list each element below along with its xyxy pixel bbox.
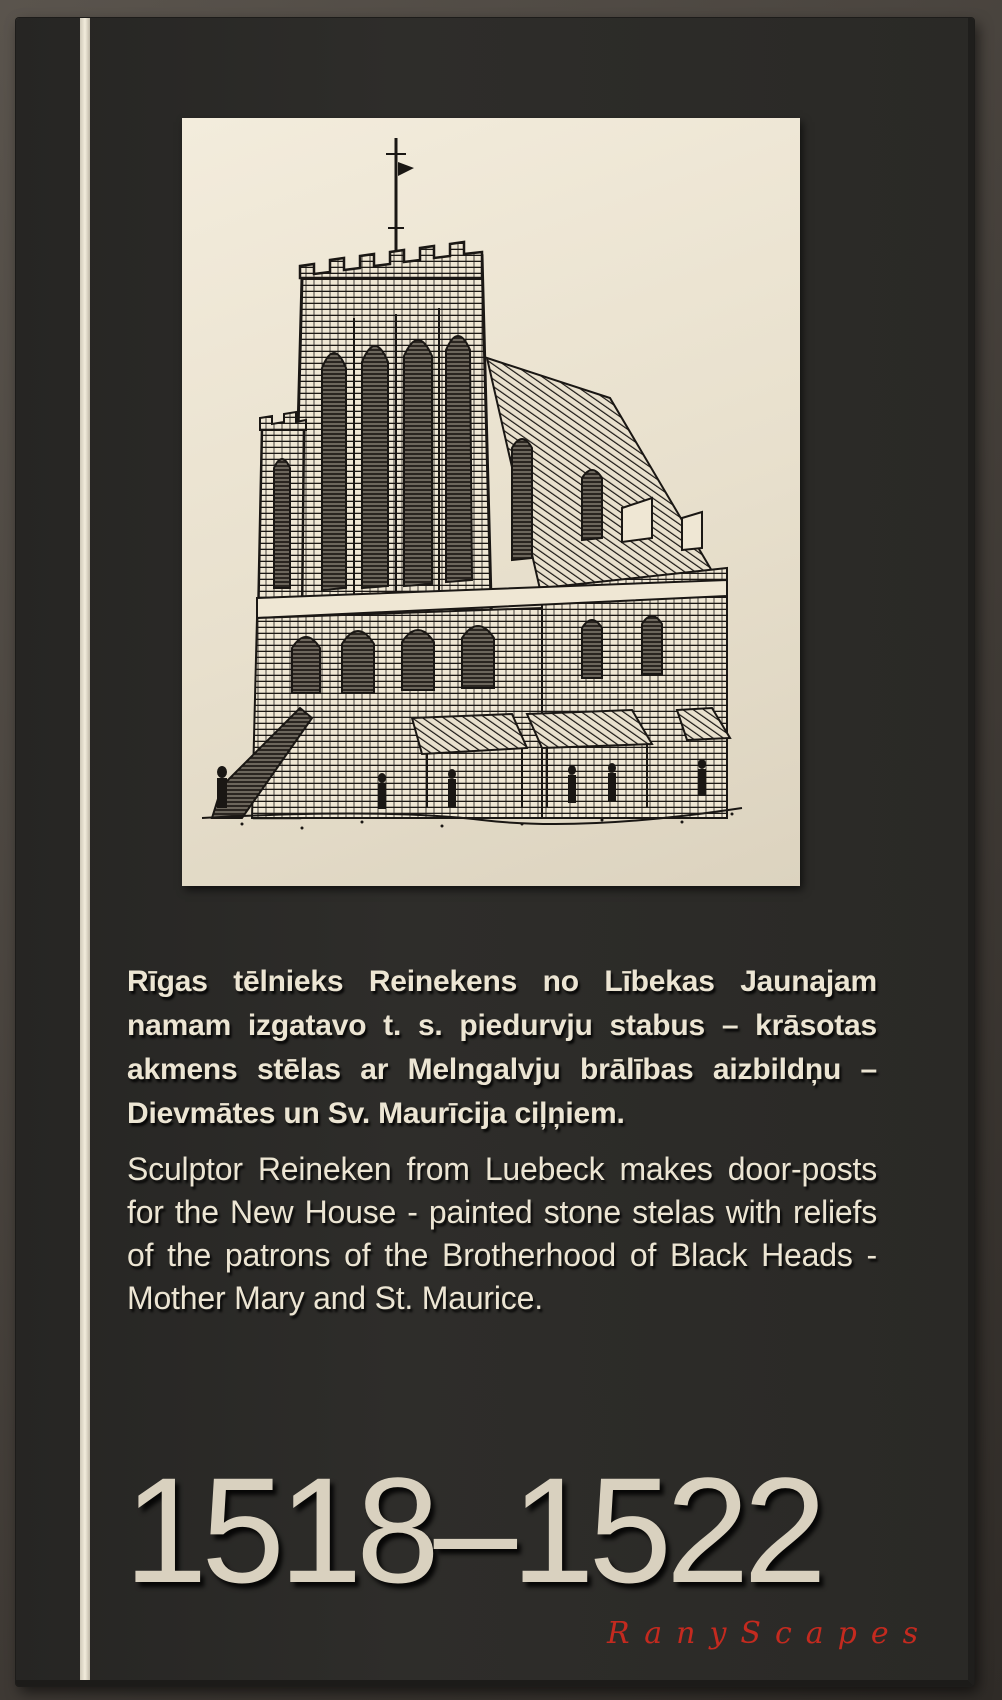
building-illustration: [182, 118, 800, 886]
photographer-signature: RanyScapes: [606, 1616, 932, 1651]
year-range: 1518–1522: [124, 1446, 821, 1614]
english-description: Sculptor Reineken from Luebeck makes door-posts for the New House - painted stone stelas with reliefs of the patrons of the Brotherhood of Black Heads - Mother Mary and St. Maurice.: [127, 1151, 877, 1316]
metal-rail: [80, 18, 90, 1686]
building-engraving-icon: [182, 118, 800, 886]
latvian-description: Rīgas tēlnieks Reinekens no Lībekas Jaunajam namam izgatavo t. s. piedurvju stabus – krāsotas akmens stēlas ar Melngalvju brālības aizbildņu – Dievmātes un Sv. Maurīcija ciļņiem.: [127, 965, 877, 1130]
